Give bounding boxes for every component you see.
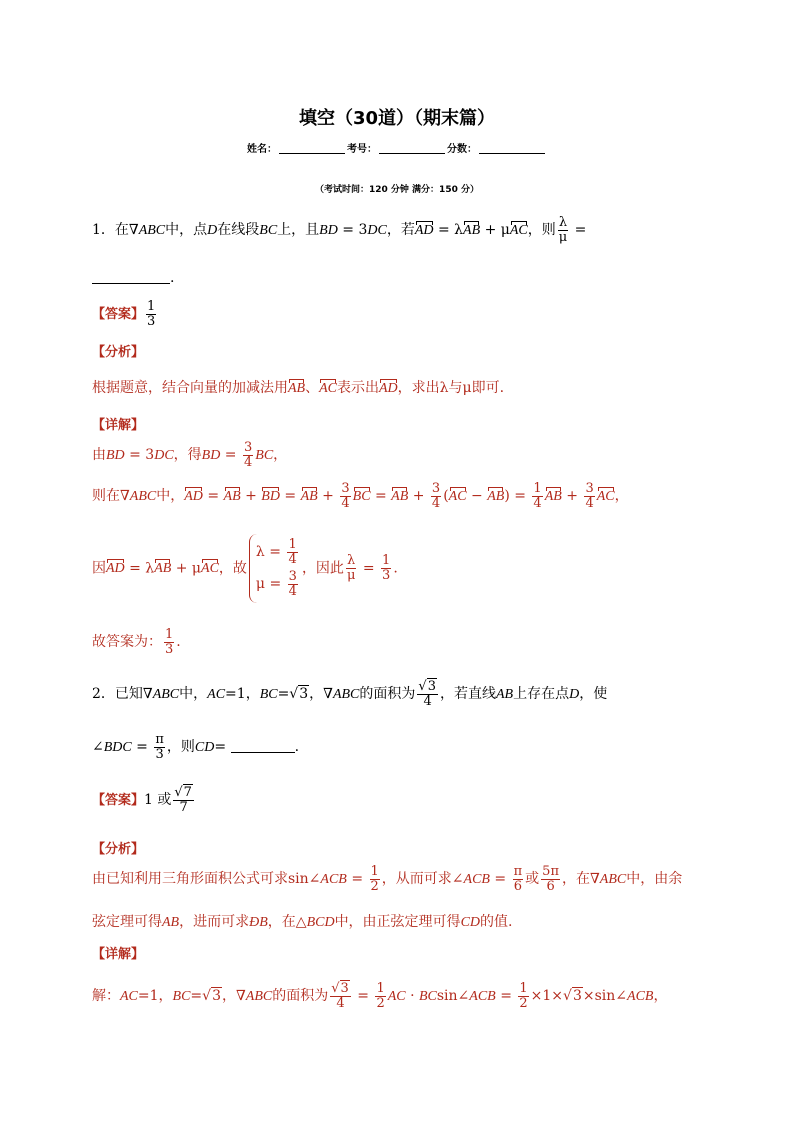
page-title: 填空（30道）（期末篇） — [298, 108, 496, 129]
name-blank[interactable] — [279, 153, 345, 154]
q1-stem: 1．在∇ABC中，点D在线段BC上，且BD = 3DC，若AD = λAB + μAC，则 $\frac{\lambda}{\mu}$ = — [92, 215, 587, 245]
q1-detail-label: 【详解】 — [92, 418, 145, 433]
q1-answer-blank[interactable] — [92, 283, 170, 284]
exam-no-blank[interactable] — [379, 153, 445, 154]
q2-analysis-label: 【分析】 — [92, 842, 145, 857]
q2-analysis-line2: 弦定理可得AB，进而可求ÐB，在△BCD中，由正弦定理可得CD的值. — [92, 914, 513, 930]
q2-detail-label: 【详解】 — [92, 947, 145, 962]
student-info — [0, 140, 794, 155]
q1-detail-line2: 则在∇ABC中，AD = AB + BD = AB + $\frac{3}{4}$ BC = AB + $\frac{3}{4}$ (AC − AB) = $\frac{1}{4}$ AB + $\frac{3}{4}$ AC， — [92, 481, 629, 511]
q2-answer: 【答案】1 或 $\frac{√7}{7}$ — [92, 785, 192, 815]
score-blank[interactable] — [479, 153, 545, 154]
exam-time-info: （考试时间：120 分钟 满分：150 分） — [315, 185, 479, 195]
q2-answer-blank[interactable] — [231, 752, 295, 753]
q2-stem-line1: 2．已知∇ABC中，AC=1，BC=√3，∇ABC的面积为 $\frac{√3}{4}$ ，若直线AB上存在点D，使 — [92, 679, 608, 709]
score-label: 分数： — [447, 144, 477, 155]
q1-final: 故答案为： $\frac{1}{3}$ . — [92, 627, 181, 657]
name-label: 姓名： — [247, 144, 277, 155]
q2-detail-line1: 解：AC=1，BC=√3，∇ABC的面积为 $\frac{√3}{4}$ = $\frac{1}{2}$ AC · BCsin∠ACB = $\frac{1}{2}$ ×1×√3×sin∠ACB， — [92, 981, 668, 1011]
q1-analysis-label: 【分析】 — [92, 345, 145, 360]
q2-stem-line2: ∠BDC = $\frac{\pi}{3}$ ，则CD= . — [92, 732, 300, 762]
q2-analysis-line1: 由已知利用三角形面积公式可求sin∠ACB = $\frac{1}{2}$ ，从而可求∠ACB = $\frac{\pi}{6}$ 或 $\frac{5\pi}{6}$ ，在∇ABC中，由余 — [92, 864, 683, 894]
exam-no-label: 考号： — [347, 144, 377, 155]
q1-detail-line3: 因AD = λAB + μAC，故 λ = $\frac{1}{4}$ μ = $\frac{3}{4}$ ，因此 $\frac{\lambda}{\mu}$ = $\frac{1}{3}$ . — [92, 534, 398, 603]
q1-analysis-text: 根据题意，结合向量的加减法用AB、AC表示出AD，求出λ与μ即可. — [92, 380, 505, 396]
q1-detail-line1: 由BD = 3DC，得BD = $\frac{3}{4}$ BC， — [92, 440, 288, 470]
q1-answer: 【答案】 $\frac{1}{3}$ — [92, 299, 156, 329]
q1-blank-line: . — [92, 270, 174, 286]
